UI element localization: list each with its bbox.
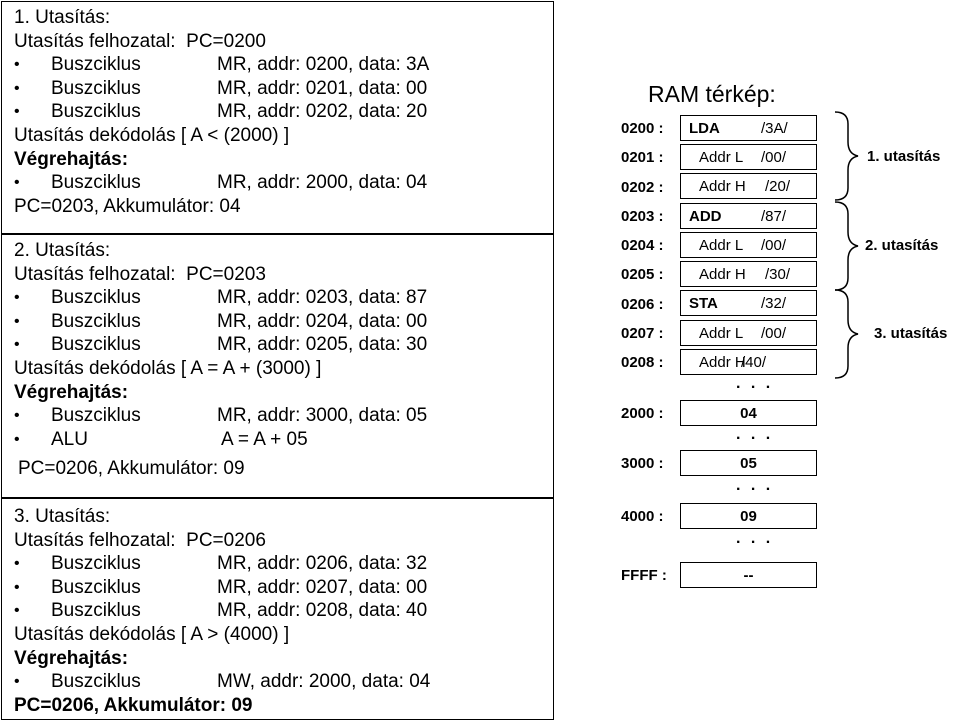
alu-label: ALU xyxy=(51,428,88,450)
ram-cell-opcode: /00/ xyxy=(761,325,787,342)
ram-cell-mnemonic: Addr L xyxy=(699,237,744,254)
ram-cell-mnemonic: Addr H xyxy=(699,178,746,195)
bullet-icon: • xyxy=(14,289,20,307)
bullet-icon: • xyxy=(14,602,20,620)
ellipsis: . . . xyxy=(736,530,774,547)
bus-cycle-detail: MR, addr: 3000, data: 05 xyxy=(217,405,428,427)
bus-cycle-detail: MR, addr: 0201, data: 00 xyxy=(217,77,428,99)
ram-cell-mnemonic: LDA xyxy=(689,120,720,137)
ram-data-value: -- xyxy=(743,567,754,584)
bullet-icon: • xyxy=(14,336,20,354)
ram-cell-opcode: /87/ xyxy=(761,208,787,225)
fetch-line: Utasítás felhozatal: PC=0200 xyxy=(14,30,266,52)
bullet-icon: • xyxy=(14,578,20,596)
group-label-2: 2. utasítás xyxy=(865,237,939,254)
decode-line: Utasítás dekódolás [ A = A + (3000) ] xyxy=(14,357,322,379)
ram-cell-opcode: /32/ xyxy=(761,295,787,312)
bus-cycle-detail: MR, addr: 0206, data: 32 xyxy=(217,553,428,575)
ram-address: 3000 : xyxy=(621,455,664,472)
ram-data-value: 09 xyxy=(740,508,757,525)
bus-cycle-label: Buszciklus xyxy=(51,310,141,332)
result-line: PC=0206, Akkumulátor: 09 xyxy=(18,458,245,480)
bullet-icon: • xyxy=(14,56,20,74)
group-label-3: 3. utasítás xyxy=(874,325,948,342)
ram-address: 0207 : xyxy=(621,325,664,342)
ram-cell-opcode: /30/ xyxy=(765,266,791,283)
bus-cycle-label: Buszciklus xyxy=(51,101,141,123)
bus-cycle-detail: MR, addr: 0204, data: 00 xyxy=(217,310,428,332)
ram-map-title: RAM térkép: xyxy=(648,81,776,107)
group-label-1: 1. utasítás xyxy=(867,148,941,165)
result-line: PC=0206, Akkumulátor: 09 xyxy=(14,694,253,716)
bus-cycle-label: Buszciklus xyxy=(51,600,141,622)
exec-title: Végrehajtás: xyxy=(14,148,129,170)
bus-cycle-detail: MR, addr: 0202, data: 20 xyxy=(217,101,428,123)
fetch-line: Utasítás felhozatal: PC=0206 xyxy=(14,529,266,551)
bus-cycle-detail: MR, addr: 2000, data: 04 xyxy=(217,172,428,194)
ram-cell-mnemonic: STA xyxy=(689,295,718,312)
ram-address: 0200 : xyxy=(621,120,664,137)
exec-title: Végrehajtás: xyxy=(14,647,129,669)
bullet-icon: • xyxy=(14,79,20,97)
ram-cell-opcode: /3A/ xyxy=(761,120,788,137)
ram-cell-mnemonic: ADD xyxy=(689,208,722,225)
ram-data-value: 05 xyxy=(740,455,757,472)
bullet-icon: • xyxy=(14,673,20,691)
bus-cycle-label: Buszciklus xyxy=(51,334,141,356)
alu-detail: A = A + 05 xyxy=(221,428,308,450)
bullet-icon: • xyxy=(14,312,20,330)
instruction-title: 1. Utasítás: xyxy=(14,7,111,28)
bus-cycle-label: Buszciklus xyxy=(51,671,141,693)
ram-address: 0203 : xyxy=(621,208,664,225)
decode-line: Utasítás dekódolás [ A > (4000) ] xyxy=(14,623,290,645)
ram-cell-opcode: /00/ xyxy=(761,149,787,166)
bullet-icon: • xyxy=(14,555,20,573)
ram-cell-opcode: /20/ xyxy=(765,178,791,195)
result-line: PC=0203, Akkumulátor: 04 xyxy=(14,195,241,217)
bullet-icon: • xyxy=(14,430,20,448)
bus-cycle-label: Buszciklus xyxy=(51,54,141,76)
ram-address: 0208 : xyxy=(621,354,664,371)
ram-cell-mnemonic: Addr L xyxy=(699,149,744,166)
ram-address: 4000 : xyxy=(621,508,664,525)
ellipsis: . . . xyxy=(736,375,774,392)
bus-cycle-label: Buszciklus xyxy=(51,172,141,194)
brace-2 xyxy=(835,202,858,290)
ram-data-value: 04 xyxy=(740,405,757,422)
ram-address: 0201 : xyxy=(621,149,664,166)
bullet-icon: • xyxy=(14,103,20,121)
bus-cycle-detail: MR, addr: 0207, data: 00 xyxy=(217,576,428,598)
bus-cycle-detail: MR, addr: 0203, data: 87 xyxy=(217,287,428,309)
ram-cell-mnemonic: Addr L xyxy=(699,325,744,342)
bullet-icon: • xyxy=(14,174,20,192)
bus-cycle-label: Buszciklus xyxy=(51,77,141,99)
instruction-title: 3. Utasítás: xyxy=(14,506,111,527)
ram-address: 0205 : xyxy=(621,266,664,283)
exec-title: Végrehajtás: xyxy=(14,381,129,403)
ram-cell-mnemonic: Addr H xyxy=(699,266,746,283)
decode-line: Utasítás dekódolás [ A < (2000) ] xyxy=(14,124,290,146)
bullet-icon: • xyxy=(14,407,20,425)
bus-cycle-detail: MW, addr: 2000, data: 04 xyxy=(217,671,431,693)
bus-cycle-detail: MR, addr: 0205, data: 30 xyxy=(217,334,428,356)
brace-3 xyxy=(835,290,858,378)
bus-cycle-detail: MR, addr: 0208, data: 40 xyxy=(217,600,428,622)
ram-cell-opcode: /00/ xyxy=(761,237,787,254)
ram-cell-opcode: /40/ xyxy=(741,354,767,371)
ellipsis: . . . xyxy=(736,477,774,494)
ram-address: 0202 : xyxy=(621,179,664,196)
bus-cycle-detail: MR, addr: 0200, data: 3A xyxy=(217,54,430,76)
bus-cycle-label: Buszciklus xyxy=(51,553,141,575)
ram-address: 0206 : xyxy=(621,296,664,313)
ram-address: FFFF : xyxy=(621,567,667,584)
ram-address: 2000 : xyxy=(621,405,664,422)
fetch-line: Utasítás felhozatal: PC=0203 xyxy=(14,263,266,285)
bus-cycle-label: Buszciklus xyxy=(51,576,141,598)
ram-cell-mnemonic: Addr H xyxy=(699,354,746,371)
bus-cycle-label: Buszciklus xyxy=(51,287,141,309)
bus-cycle-label: Buszciklus xyxy=(51,405,141,427)
brace-1 xyxy=(835,112,858,200)
instruction-title: 2. Utasítás: xyxy=(14,240,111,261)
ram-address: 0204 : xyxy=(621,237,664,254)
ellipsis: . . . xyxy=(736,426,774,443)
